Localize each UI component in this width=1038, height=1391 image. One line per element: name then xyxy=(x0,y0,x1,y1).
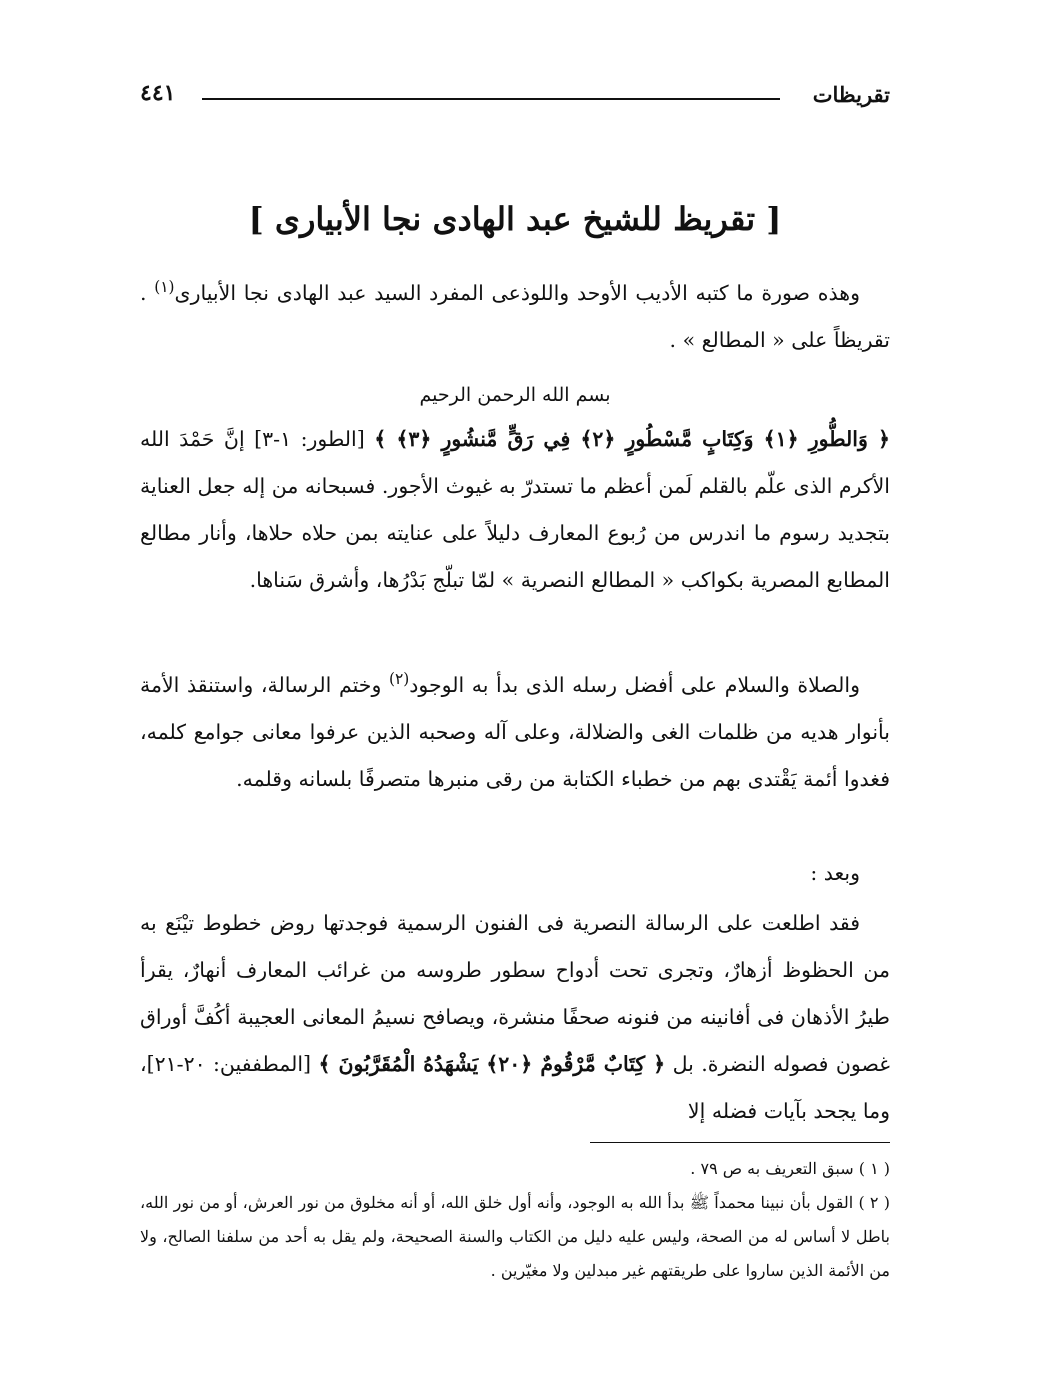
citation-mutaffifin: [المطففين: ٢٠-٢١] xyxy=(146,1052,319,1076)
main-text-end: ، وما يجحد بآيات فضله إلا xyxy=(140,1052,890,1123)
footnote-1: ( ١ ) سبق التعريف به ص ٧٩ . xyxy=(690,1159,890,1178)
wabaad-heading: وبعد : xyxy=(810,861,860,885)
intro-line1: وهذه صورة ما كتبه الأديب الأوحد واللوذعى المفرد السيد عبد الهادى نجا xyxy=(243,280,860,305)
chapter-title: [ تقريظ للشيخ عبد الهادى نجا الأبيارى ] xyxy=(248,200,782,238)
paragraph-salat xyxy=(140,656,890,803)
footnote-2: ( ٢ ) القول بأن نبينا محمداً ﷺ بدأ الله به الوجود، وأنه أول خلق الله، أو أنه مخلوق من نور العرش، أو من نور الله، باطل لا أساس له من الصحة، وليس عليه دليل من الكتاب والسنة الصحيحة، ولم يقل به أحد من سلفنا الصالح، ولا من الأئمة الذين ساروا على طريقتهم غير مبدلين ولا مغيّرين . xyxy=(140,1193,890,1280)
paragraph-praise xyxy=(140,416,890,604)
quran-verse-mutaffifin: ﴿ كِتَابٌ مَّرْقُومٌ ﴿٢٠﴾ يَشْهَدُهُ الْمُقَرَّبُونَ ﴾ xyxy=(318,1052,666,1076)
praise-text: إنَّ حَمْدَ الله الأكرم الذى علّم بالقلم لَمن أعظم ما تستدرّ به غيوث الأجور. فسبحانه من إله جعل العناية بتجديد رسوم ما اندرس من رُبوع المعارف دليلاً على عنايته بمن حلاه حلاها، وأنار مطالع المطابع المصرية بكواكب « المطالع النصرية » لمّا تبلّج بَدْرُها، وأشرق سَناها. xyxy=(140,427,890,592)
section-title: تقريظات xyxy=(812,82,890,107)
page-header xyxy=(140,82,890,116)
intro-line2-end: . تقريظاً على « المطالع » . xyxy=(140,280,890,352)
salat-text-b: وختم الرسالة، واستنقذ الأمة بأنوار هديه من ظلمات الغى والضلالة، وعلى آله وصحبه الذين عرفوا معانى جوامع كلمه، فغدوا أئمة يَقْتدى بهم من خطباء الكتابة من رقى منبرها متصرفًا بلسانه وقلمه. xyxy=(140,672,890,791)
salat-text-a: والصلاة والسلام على أفضل رسله الذى بدأ به الوجود xyxy=(409,672,860,697)
main-text: فقد اطلعت على الرسالة النصرية فى الفنون الرسمية فوجدتها روض خطوط تيْنَع به من الحظوظ أزهارٌ، وتجرى تحت أدواح سطور طروسه من غرائب المعارف أنهارٌ، يقرأ طيرُ الأذهان فى أفانينه من فنونه صحفًا منشرة، ويصافح نسيمُ المعانى العجيبة أكُفَّ أوراق غصون فصوله النضرة. بل xyxy=(140,911,890,1076)
footnote-ref-2: (٢) xyxy=(388,670,410,688)
intro-line2-start: الأبيارى xyxy=(174,280,237,305)
footnotes xyxy=(140,1152,890,1288)
paragraph-main xyxy=(140,900,890,1135)
citation-tur: [الطور: ١-٣] xyxy=(244,427,375,451)
quran-verse-tur: ﴿ وَالطُّورِ ﴿١﴾ وَكِتَابٍ مَّسْطُورٍ ﴿٢﴾ فِي رَقٍّ مَّنشُورٍ ﴿٣﴾ ﴾ xyxy=(374,427,890,451)
page-number: ٤٤١ xyxy=(140,80,176,106)
intro-paragraph xyxy=(140,264,890,364)
footnote-rule xyxy=(590,1142,890,1143)
basmala: بسم الله الرحمن الرحيم xyxy=(419,384,611,406)
header-rule xyxy=(202,98,780,100)
footnote-ref-1: (١) xyxy=(154,278,175,296)
